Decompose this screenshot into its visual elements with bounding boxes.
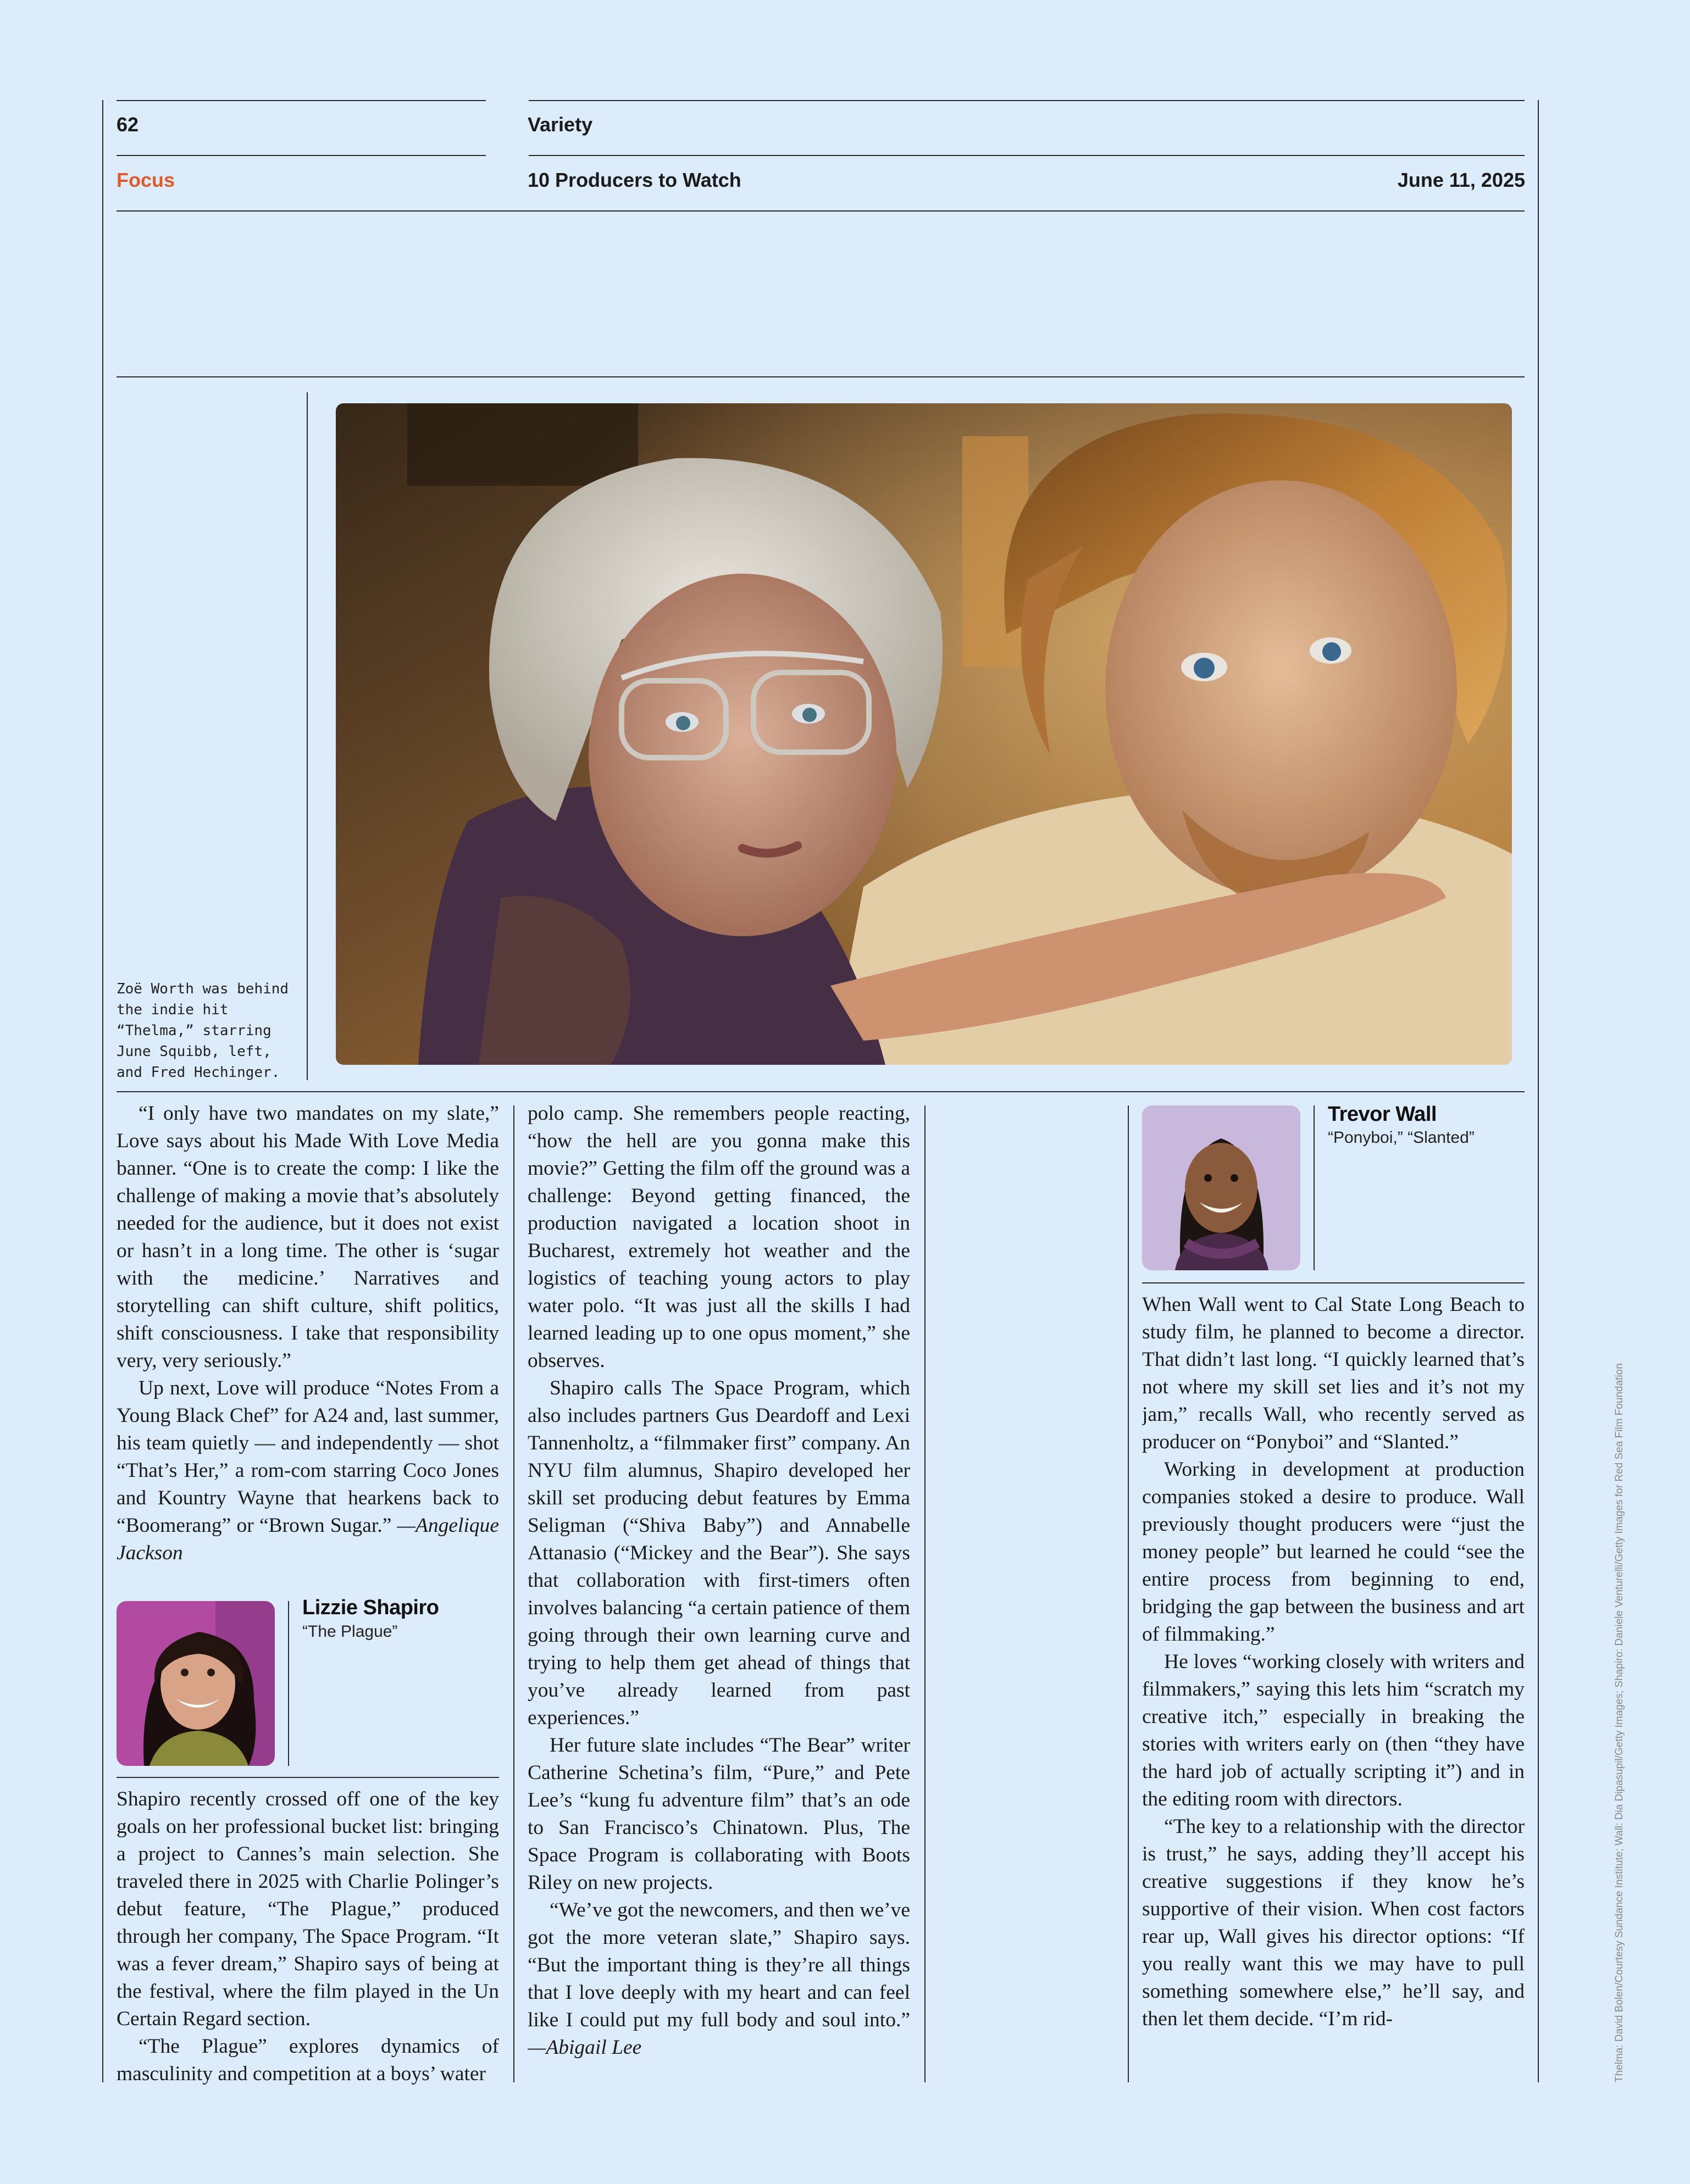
wall-portrait-illustration bbox=[1142, 1105, 1300, 1270]
publication-name: Variety bbox=[528, 113, 593, 136]
photo-bottom-rule bbox=[117, 1091, 1525, 1092]
shapiro-paragraph-2: “The Plague” explores dynamics of masculinity and competition at a boys’ water bbox=[117, 2035, 499, 2085]
wall-rule bbox=[1142, 1282, 1525, 1283]
caption-divider-rule bbox=[307, 392, 308, 1080]
shapiro-col2-paragraph-3: Her future slate includes “The Bear” writer Catherine Schetina’s film, “Pure,” and Pete Lee’s “kung fu adventure film” that’s an ode to San Francisco’s Chinatown. Plus, The Space Program is collaborating with Boots Riley on new projects. bbox=[528, 1734, 910, 1894]
shapiro-portrait-illustration bbox=[117, 1601, 275, 1766]
shapiro-portrait-rule bbox=[288, 1601, 289, 1766]
shapiro-paragraph-1: Shapiro recently crossed off one of the key goals on her professional bucket list: bringing a project to Cannes’s main selection. She traveled there in 2025 with Charlie Polinger’s debut feature, “The Plague,” produced through her company, The Space Program. “It was a fever dream,” Shapiro says of being at the festival, where the film played in the Un Certain Regard section. bbox=[117, 1788, 499, 2030]
shapiro-byline: —Abigail Lee bbox=[528, 2036, 642, 2059]
header-bottom-rule bbox=[117, 210, 1525, 212]
shapiro-name: Lizzie Shapiro bbox=[302, 1596, 439, 1619]
wall-paragraph-1: When Wall went to Cal State Long Beach to study film, he planned to become a director. That didn’t last long. “I quickly learned that’s not where my skill set lies and it’s not my jam,” recalls Wall, who recently served as producer on “Ponyboi” and “Slanted.” bbox=[1142, 1293, 1525, 1453]
wall-paragraph-3: He loves “working closely with writers and filmmakers,” saying this lets him “scratch my creative itch,” especially in breaking the stories with writers early on (then “they have the hard job of actually scripting it”) and in the editing room with directors. bbox=[1142, 1650, 1525, 1810]
column-divider-1 bbox=[513, 1105, 514, 2082]
love-paragraph-2: Up next, Love will produce “Notes From a Young Black Chef” for A24 and, last summer, his team quietly — and independently — shot “That’s Her,” a rom-com starring Coco Jones and Kountry Wayne that hearkens back to “Boomerang” or “Brown Sugar.” —Angelique Jackson bbox=[117, 1377, 499, 1564]
love-paragraph-1: “I only have two mandates on my slate,” Love says about his Made With Love Media banner. “One is to create the comp: I like the challenge of making a movie that’s absolutely needed for the audience, but it does not exist or hasn’t in a long time. The other is ‘sugar with the medicine.’ Narratives and storytelling can shift culture, shift politics, shift consciousness. I take that responsibility very, very seriously.” bbox=[117, 1102, 499, 1372]
section-top-rule bbox=[117, 376, 1525, 377]
header-top-rule-right bbox=[529, 100, 1525, 101]
header-mid-rule-right bbox=[529, 155, 1525, 156]
shapiro-credits: “The Plague” bbox=[302, 1622, 398, 1641]
issue-date: June 11, 2025 bbox=[1397, 169, 1525, 191]
header-top-rule-left bbox=[117, 100, 486, 101]
wall-credits: “Ponyboi,” “Slanted” bbox=[1328, 1129, 1475, 1147]
outer-right-rule bbox=[1538, 100, 1539, 2082]
article-column-1-top bbox=[117, 1100, 499, 1572]
shapiro-column-2 bbox=[528, 1100, 910, 2089]
wall-name: Trevor Wall bbox=[1328, 1103, 1437, 1126]
story-title: 10 Producers to Watch bbox=[528, 169, 741, 191]
column-divider-3 bbox=[1128, 1105, 1129, 2082]
photo-caption: Zoë Worth was behind the indie hit “Thelma,” starring June Squibb, left, and Fred Hechinger. bbox=[117, 981, 289, 1081]
header-mid-rule-left bbox=[117, 155, 486, 156]
shapiro-col2-paragraph-1: polo camp. She remembers people reacting, “how the hell are you gonna make this movie?” Getting the film off the ground was a challenge: Beyond getting financed, the production navigated a location shoot in Bucharest, extremely hot weather and the logistics of teaching young actors to play water polo. “It was just all the skills I had learned leading up to one opus moment,” she observes. bbox=[528, 1102, 910, 1372]
lead-photo bbox=[336, 403, 1512, 1065]
lead-photo-illustration bbox=[336, 403, 1512, 1065]
photo-credit: Thelma: David Bolen/Courtesy Sundance Institute; Wall: Dia Dipasupil/Getty Images; Shapiro: Daniele Venturelli/Getty Images for Red Sea Film Foundation bbox=[1614, 1363, 1625, 2082]
shapiro-rule bbox=[117, 1777, 499, 1778]
page-number: 62 bbox=[117, 113, 139, 136]
shapiro-col2-paragraph-2: Shapiro calls The Space Program, which also includes partners Gus Deardoff and Lexi Tannenholtz, a “filmmaker first” company. An NYU film alumnus, Shapiro developed her skill set producing debut features by Emma Seligman (“Shiva Baby”) and Annabelle Attanasio (“Mickey and the Bear”). She says that collaboration with first-timers often involves balancing “a certain patience of them going through their own learning curve and trying to help them get ahead of things that you’ve already learned from past experiences.” bbox=[528, 1377, 910, 1729]
shapiro-column-1 bbox=[117, 1786, 499, 2088]
wall-paragraph-4: “The key to a relationship with the director is trust,” he says, adding they’ll accept his creative suggestions if they know he’s supportive of their vision. When cost factors rear up, Wall gives his director options: “If you really want this we may have to pull something somewhere else,” he’ll say, and then let them decide. “I’m rid- bbox=[1142, 1815, 1525, 2030]
wall-portrait-rule bbox=[1314, 1105, 1315, 1270]
love-byline: —Angelique Jackson bbox=[117, 1514, 499, 1564]
outer-left-rule bbox=[102, 100, 103, 2082]
wall-paragraph-2: Working in development at production companies stoked a desire to produce. Wall previously thought producers were “just the money people” but learned he could “see the entire process from beginning to end, bridging the gap between the business and art of filmmaking.” bbox=[1142, 1458, 1525, 1646]
wall-portrait bbox=[1142, 1105, 1300, 1270]
shapiro-col2-paragraph-4: “We’ve got the newcomers, and then we’ve got the more veteran slate,” Shapiro says. “But the important thing is they’re all things that I love deeply with my heart and can feel like I could put my full body and soul into.” —Abigail Lee bbox=[528, 1899, 910, 2059]
column-divider-2 bbox=[924, 1105, 926, 2082]
section-label: Focus bbox=[117, 169, 175, 191]
shapiro-portrait bbox=[117, 1601, 275, 1766]
wall-column bbox=[1142, 1291, 1525, 2088]
